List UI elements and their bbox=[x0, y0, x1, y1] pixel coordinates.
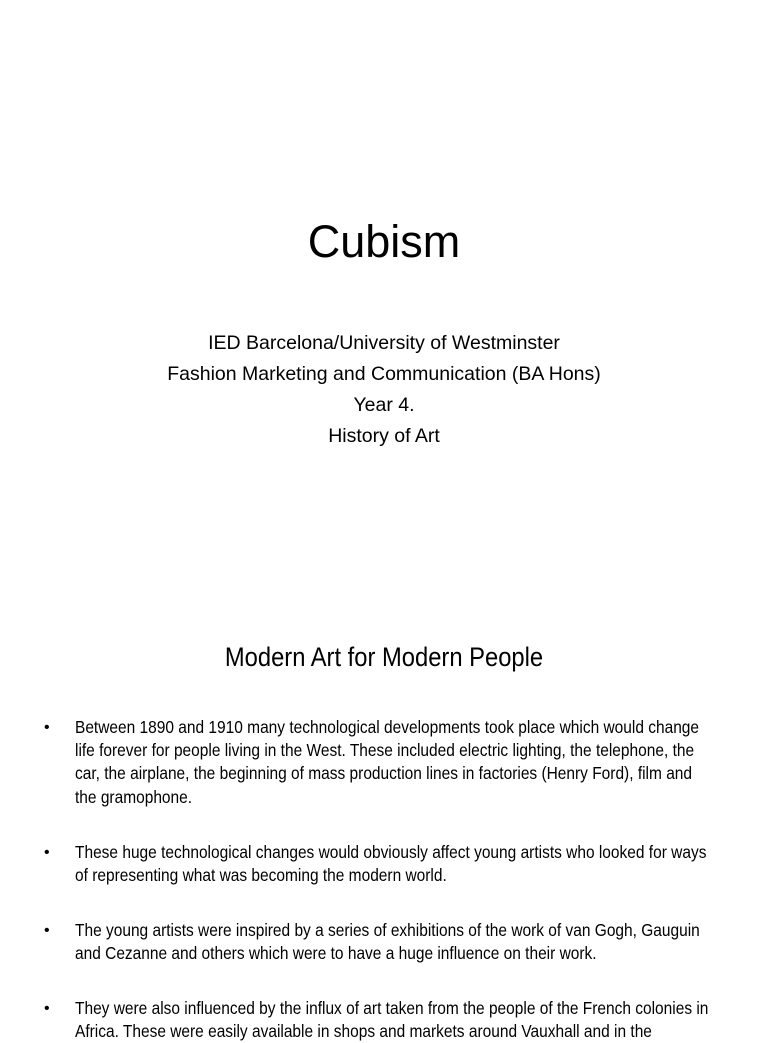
subtitle-subject: History of Art bbox=[328, 425, 440, 447]
slide-heading: Modern Art for Modern People bbox=[224, 642, 544, 672]
slide-title: Cubism bbox=[307, 216, 461, 267]
bullet-icon: • bbox=[44, 1000, 50, 1017]
slide-subtitle bbox=[0, 328, 768, 452]
bullet-icon: • bbox=[44, 922, 50, 939]
bullet-text bbox=[75, 716, 726, 809]
bullet-text bbox=[75, 841, 726, 887]
subtitle-year: Year 4. bbox=[353, 394, 415, 416]
bullet-line: These huge technological changes would obviously affect young artists who looked for ways bbox=[75, 842, 707, 862]
bullet-line: The young artists were inspired by a series of exhibitions of the work of van Gogh, Gauguin bbox=[75, 920, 700, 940]
bullet-line: Between 1890 and 1910 many technological developments took place which would change bbox=[75, 717, 700, 737]
bullet-line: life forever for people living in the West. These included electric lighting, the telephone, the bbox=[75, 740, 695, 761]
bullet-line: the gramophone. bbox=[75, 786, 193, 807]
bullet-text bbox=[75, 997, 726, 1043]
bullet-text bbox=[75, 919, 726, 965]
bullet-icon: • bbox=[44, 719, 50, 736]
subtitle-institution: IED Barcelona/University of Westminster bbox=[208, 332, 560, 354]
bullet-line: of representing what was becoming the modern world. bbox=[75, 865, 447, 886]
bullet-line: car, the airplane, the beginning of mass production lines in factories (Henry Ford), film and bbox=[75, 763, 693, 784]
bullet-line: They were also influenced by the influx of art taken from the people of the French colonies in bbox=[75, 998, 709, 1018]
subtitle-course: Fashion Marketing and Communication (BA Hons) bbox=[167, 363, 601, 385]
content-slide bbox=[0, 576, 768, 1042]
bullet-icon: • bbox=[44, 844, 50, 861]
bullet-line: and Cezanne and others which were to have a huge influence on their work. bbox=[75, 943, 597, 964]
bullet-line: Africa. These were easily available in shops and markets around Vauxhall and in the bbox=[75, 1021, 652, 1042]
